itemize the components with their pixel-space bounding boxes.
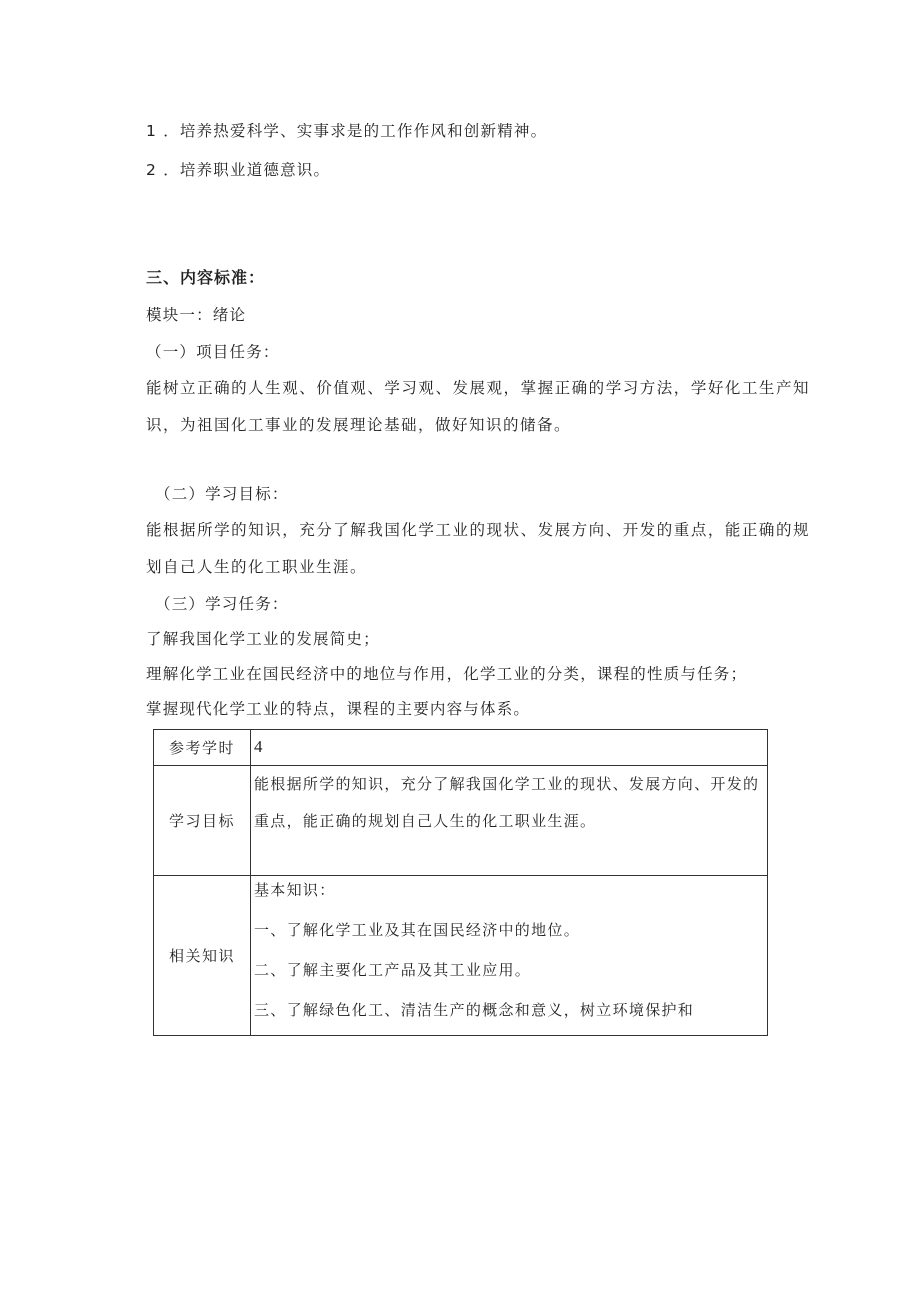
quality-item-1: 1 ．培养热爱科学、实事求是的工作作风和创新精神。: [146, 122, 548, 140]
task-text: 能树立正确的人生观、价值观、学习观、发展观，掌握正确的学习方法，学好化工生产知识，为祖国化工事业的发展理论基础，做好知识的储备。: [146, 379, 810, 434]
knowledge-item: 一、了解化学工业及其在国民经济中的地位。: [254, 921, 581, 939]
goal-text: 能根据所学的知识，充分了解我国化学工业的现状、发展方向、开发的重点，能正确的规划自己人生的化工职业生涯。: [146, 521, 810, 576]
knowledge-item: 二、了解主要化工产品及其工业应用。: [254, 961, 532, 979]
hours-label: 参考学时: [154, 730, 251, 766]
quality-item-2: 2 ．培养职业道德意识。: [146, 161, 331, 179]
hours-value: 4: [251, 730, 768, 766]
goal-heading: （二）学习目标：: [155, 485, 289, 503]
knowledge-label: 相关知识: [154, 876, 251, 1036]
knowledge-value: [251, 876, 768, 1036]
knowledge-item: 三、了解绿色化工、清洁生产的概念和意义，树立环境保护和: [254, 1001, 695, 1019]
course-info-table: [153, 729, 768, 1036]
goal-label: 学习目标: [154, 766, 251, 876]
study-item-2: 理解化学工业在国民经济中的地位与作用，化学工业的分类，课程的性质与任务；: [146, 665, 748, 683]
knowledge-item: 基本知识：: [254, 881, 336, 899]
goal-value: 能根据所学的知识，充分了解我国化学工业的现状、发展方向、开发的重点，能正确的规划自己人生的化工职业生涯。: [251, 766, 768, 876]
study-item-3: 掌握现代化学工业的特点，课程的主要内容与体系。: [146, 700, 531, 718]
table-row-knowledge: [154, 876, 768, 1036]
module-title: 模块一：绪论: [146, 306, 247, 324]
table-row-goal: [154, 766, 768, 876]
study-heading: （三）学习任务：: [155, 595, 289, 613]
study-item-1: 了解我国化学工业的发展简史；: [146, 630, 380, 648]
task-heading: （一）项目任务：: [146, 343, 280, 361]
section-heading: 三、内容标准：: [146, 268, 266, 287]
table-row-hours: [154, 730, 768, 766]
